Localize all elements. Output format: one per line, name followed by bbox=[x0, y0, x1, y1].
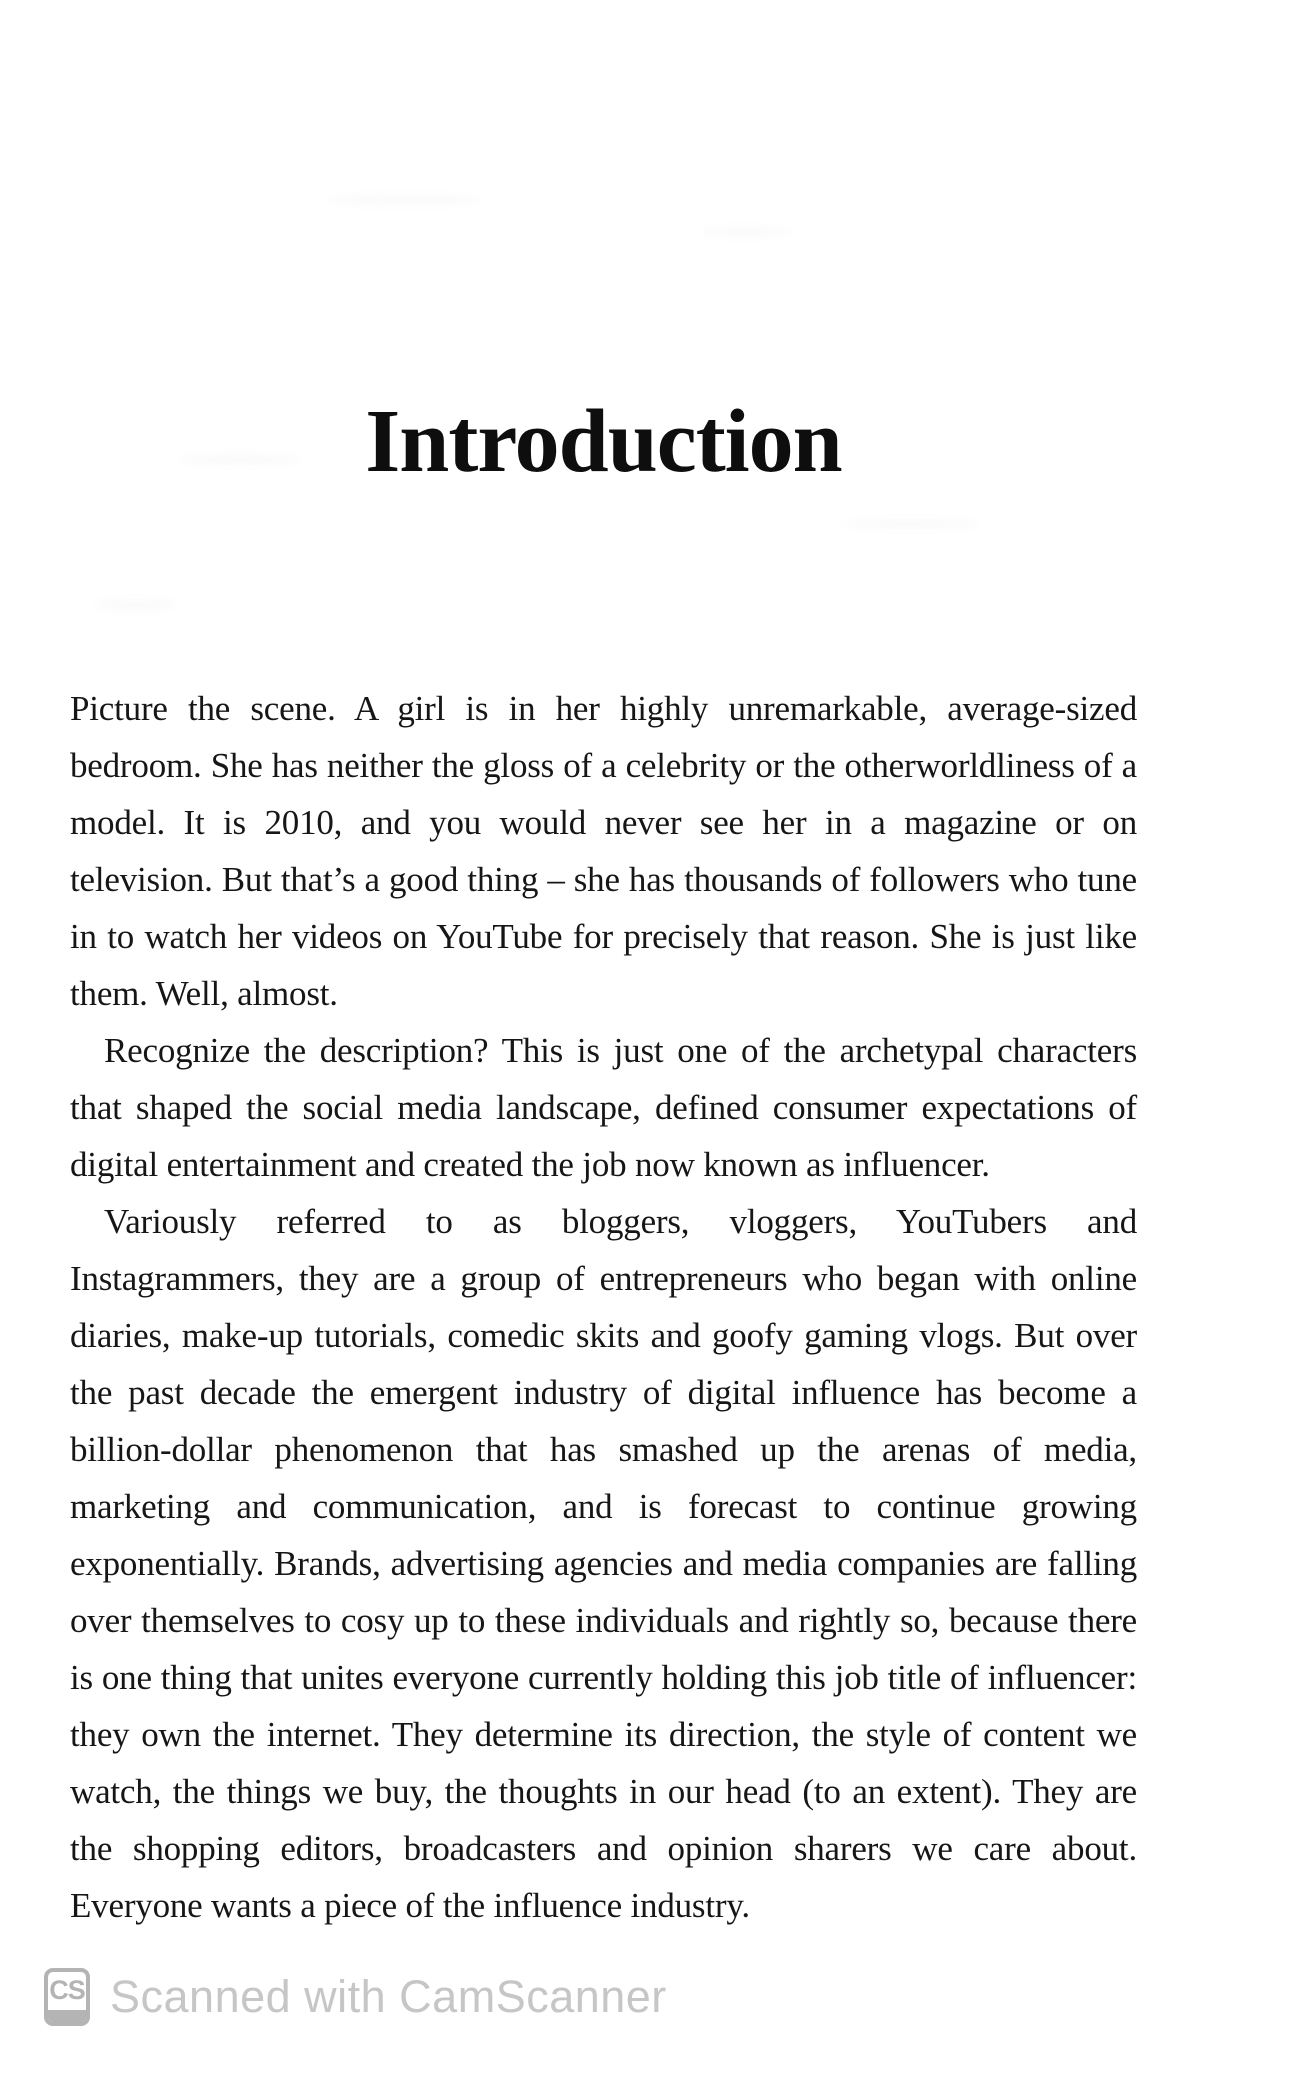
scan-noise bbox=[700, 228, 790, 236]
camscanner-logo-letters: CS bbox=[49, 1975, 85, 2005]
chapter-title: Introduction bbox=[365, 392, 842, 492]
scan-noise bbox=[95, 600, 175, 610]
paragraph-1: Picture the scene. A girl is in her highly unremarkable, average-sized bedroom. She has neither the gloss of a celebrity or the otherworldliness of a model. It is 2010, and you would never see her in a magazine or on television. But that’s a good thing – she has thousands of followers who tune in to watch her videos on YouTube for precisely that reason. She is just like them. Well, almost. bbox=[70, 689, 1137, 1013]
body-text bbox=[70, 680, 1137, 1934]
camscanner-watermark bbox=[44, 1968, 667, 2026]
paragraph-2: Recognize the description? This is just one of the archetypal characters that shaped the social media landscape, defined consumer expectations of digital entertainment and created the job now known as influencer. bbox=[70, 1031, 1137, 1184]
scan-noise bbox=[330, 195, 480, 205]
scan-noise bbox=[840, 520, 980, 528]
camscanner-watermark-label: Scanned with CamScanner bbox=[110, 1971, 667, 2022]
camscanner-logo-icon bbox=[44, 1968, 90, 2026]
paragraph-3: Variously referred to as bloggers, vloggers, YouTubers and Instagrammers, they are a group of entrepreneurs who began with online diaries, make-up tutorials, comedic skits and goofy gaming vlogs. But over the past decade the emergent industry of digital influence has become a billion-dollar phenomenon that has smashed up the arenas of media, marketing and communication, and is forecast to continue growing exponentially. Brands, advertising agencies and media companies are falling over themselves to cosy up to these individuals and rightly so, because there is one thing that unites everyone currently holding this job title of influencer: they own the internet. They determine its direction, the style of content we watch, the things we buy, the thoughts in our head (to an extent). They are the shopping editors, broadcasters and opinion sharers we care about. Everyone wants a piece of the influence industry. bbox=[70, 1202, 1137, 1925]
camscanner-logo-base bbox=[48, 2010, 86, 2022]
